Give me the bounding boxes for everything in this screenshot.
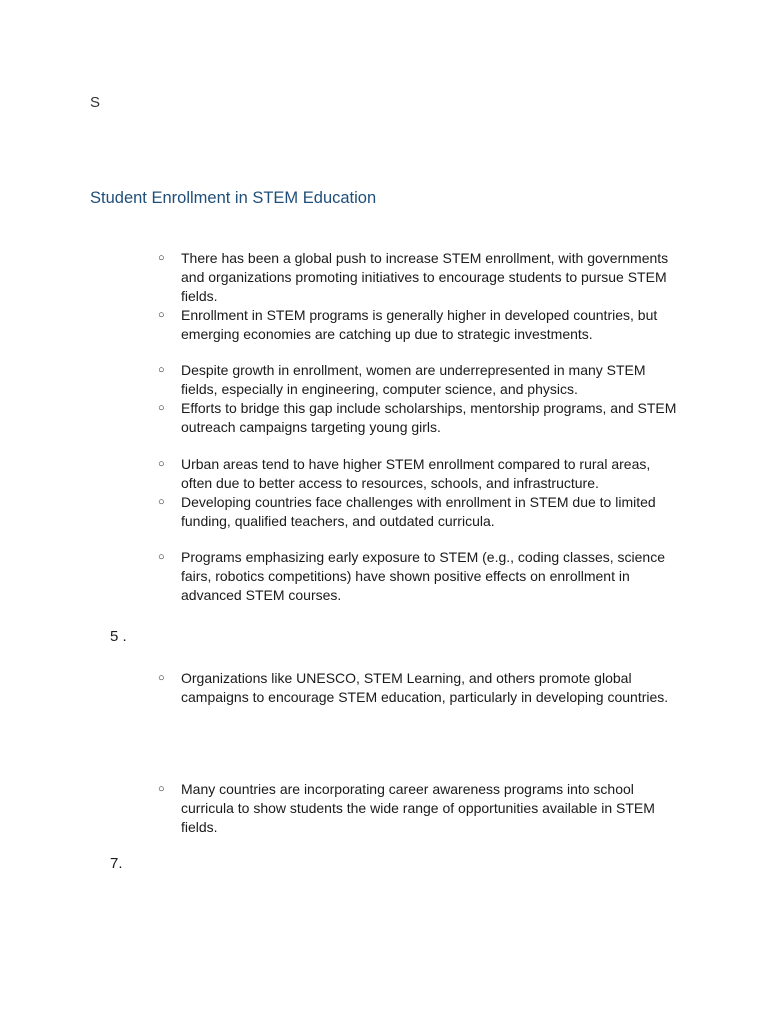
list-item-text: Organizations like UNESCO, STEM Learning, and others promote global campaigns to encourage STEM education, particularly in developing countries. (181, 670, 669, 705)
bullet-list-4 (158, 548, 678, 605)
bullet-list-5 (158, 669, 678, 707)
hollow-circle-bullet-icon: ○ (158, 496, 165, 508)
list-item-text: Enrollment in STEM programs is generally higher in developed countries, but emerging economies are catching up due to strategic investments. (181, 307, 658, 342)
hollow-circle-bullet-icon: ○ (158, 551, 165, 563)
bullet-list-6 (158, 780, 678, 837)
bullet-list-3 (158, 455, 678, 531)
section-heading: Student Enrollment in STEM Education (90, 189, 377, 207)
list-item (158, 548, 678, 605)
list-item (158, 669, 678, 707)
list-item (158, 493, 678, 531)
list-item-text: Programs emphasizing early exposure to STEM (e.g., coding classes, science fairs, robotics competitions) have shown positive effects on enrollment in advanced STEM courses. (181, 549, 665, 603)
list-item-text: Efforts to bridge this gap include scholarships, mentorship programs, and STEM outreach campaigns targeting young girls. (181, 400, 677, 435)
list-item (158, 361, 678, 399)
list-item-text: Many countries are incorporating career awareness programs into school curricula to show students the wide range of opportunities available in STEM fields. (181, 781, 655, 835)
list-item-text: Developing countries face challenges with enrollment in STEM due to limited funding, qualified teachers, and outdated curricula. (181, 494, 656, 529)
list-item-text: Urban areas tend to have higher STEM enrollment compared to rural areas, often due to better access to resources, schools, and infrastructure. (181, 456, 651, 491)
hollow-circle-bullet-icon: ○ (158, 252, 165, 264)
hollow-circle-bullet-icon: ○ (158, 402, 165, 414)
list-number-5: 5 . (110, 628, 127, 645)
list-item-text: Despite growth in enrollment, women are underrepresented in many STEM fields, especially in engineering, computer science, and physics. (181, 362, 646, 397)
hollow-circle-bullet-icon: ○ (158, 783, 165, 795)
list-item (158, 249, 678, 306)
list-item-text: There has been a global push to increase STEM enrollment, with governments and organizations promoting initiatives to encourage students to pursue STEM fields. (181, 250, 669, 304)
hollow-circle-bullet-icon: ○ (158, 672, 165, 684)
list-item (158, 455, 678, 493)
bullet-list-1 (158, 249, 678, 344)
bullet-list-2 (158, 361, 678, 437)
hollow-circle-bullet-icon: ○ (158, 364, 165, 376)
stray-letter: S (90, 94, 101, 111)
hollow-circle-bullet-icon: ○ (158, 458, 165, 470)
list-item (158, 780, 678, 837)
list-number-7: 7. (110, 855, 123, 872)
list-item (158, 399, 678, 437)
hollow-circle-bullet-icon: ○ (158, 309, 165, 321)
list-item (158, 306, 678, 344)
